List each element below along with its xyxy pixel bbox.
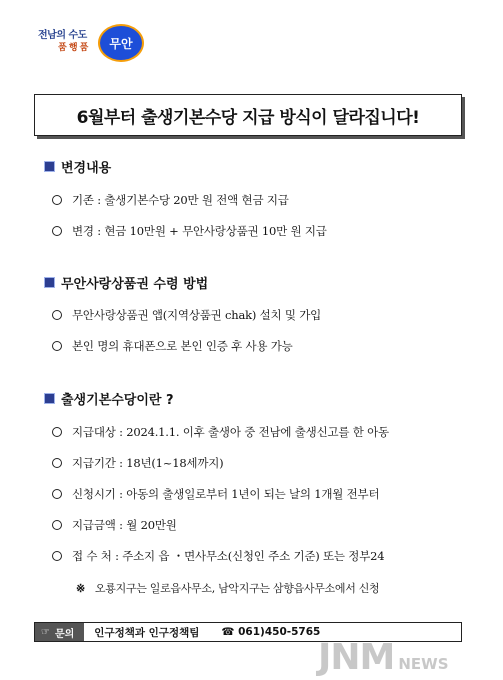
logo-badge: 무안 <box>98 24 144 62</box>
list-item <box>52 424 389 440</box>
section-heading-changes <box>44 157 111 176</box>
list-item-text: 신청시기 : 아동의 출생일로부터 1년이 되는 날의 1개월 전부터 <box>72 487 380 501</box>
circle-bullet-icon <box>52 341 62 351</box>
list-item <box>52 192 289 208</box>
list-item-text: 무안사랑상품권 앱(지역상품권 chak) 설치 및 가입 <box>72 308 322 322</box>
section-square-icon <box>44 277 55 288</box>
logo-slogan-line2: 품 행 품 <box>58 43 88 53</box>
pointing-hand-icon: ☞ <box>41 626 50 638</box>
section-square-icon <box>44 161 55 172</box>
list-item-text: 지급대상 : 2024.1.1. 이후 출생아 중 전남에 출생신고를 한 아동 <box>72 425 389 439</box>
watermark-big: JNM <box>318 637 395 678</box>
list-item-text: 지급기간 : 18년(1~18세까지) <box>72 456 224 470</box>
list-item-text: 접 수 처 : 주소지 읍 ・면사무소(신청인 주소 기준) 또는 정부24 <box>72 549 385 563</box>
list-item-text: 기존 : 출생기본수당 20만 원 전액 현금 지급 <box>72 193 289 207</box>
note-line <box>76 580 379 596</box>
circle-bullet-icon <box>52 226 62 236</box>
list-item <box>52 548 384 564</box>
circle-bullet-icon <box>52 458 62 468</box>
circle-bullet-icon <box>52 195 62 205</box>
logo-slogan-line1: 전남의 수도 <box>38 30 87 41</box>
note-text: 오룡지구는 일로읍사무소, 남악지구는 삼향읍사무소에서 신청 <box>94 582 380 595</box>
munan-logo <box>34 22 144 72</box>
circle-bullet-icon <box>52 310 62 320</box>
list-item <box>52 455 223 471</box>
circle-bullet-icon <box>52 551 62 561</box>
list-item-text: 본인 명의 휴대폰으로 본인 인증 후 사용 가능 <box>72 339 293 353</box>
contact-phone: ☎ 061)450-5765 <box>221 626 321 638</box>
list-item-text: 지급금액 : 월 20만원 <box>72 518 177 532</box>
watermark-small: NEWS <box>398 655 449 673</box>
list-item <box>52 223 327 239</box>
list-item-text: 변경 : 현금 10만원 + 무안사랑상품권 10만 원 지급 <box>72 224 327 238</box>
page-title: 6월부터 출생기본수당 지급 방식이 달라집니다! <box>34 94 462 136</box>
circle-bullet-icon <box>52 520 62 530</box>
contact-department: 인구정책과 인구정책팀 <box>94 626 200 639</box>
contact-label <box>35 623 84 641</box>
section-heading-voucher <box>44 273 208 292</box>
jnm-news-watermark <box>318 632 449 676</box>
section-heading-about <box>44 389 174 408</box>
list-item <box>52 486 379 502</box>
circle-bullet-icon <box>52 489 62 499</box>
list-item <box>52 338 293 354</box>
circle-bullet-icon <box>52 427 62 437</box>
section-heading-text: 무안사랑상품권 수령 방법 <box>61 277 209 292</box>
list-item <box>52 517 177 533</box>
list-item <box>52 307 321 323</box>
contact-label-text: 문의 <box>54 628 75 640</box>
section-heading-text: 변경내용 <box>61 161 112 176</box>
section-heading-text: 출생기본수당이란 ? <box>61 393 174 408</box>
section-square-icon <box>44 393 55 404</box>
reference-mark-icon: ※ <box>76 581 85 595</box>
